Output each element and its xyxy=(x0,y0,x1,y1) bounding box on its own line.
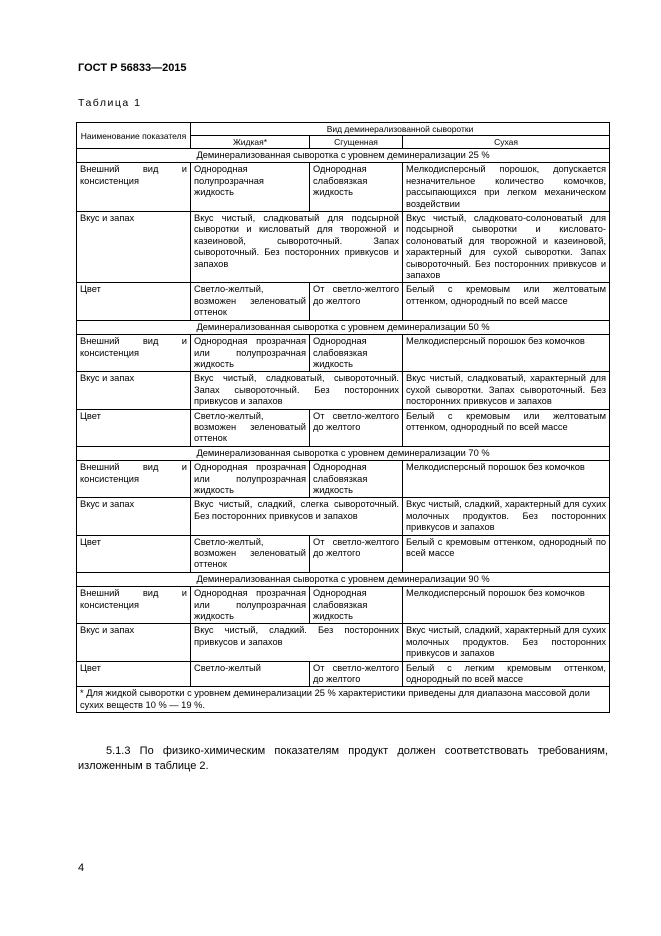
condensed-cell: От светло-желтого до желтого xyxy=(310,535,403,572)
section-title: Деминерализованная сыворотка с уровнем деминерализации 25 % xyxy=(77,149,610,163)
table-row xyxy=(77,498,610,535)
condensed-cell: От светло-желтого до желтого xyxy=(310,283,403,320)
table-row xyxy=(77,283,610,320)
header-condensed: Сгущенная xyxy=(310,136,403,149)
table-row xyxy=(77,535,610,572)
section-title: Деминерализованная сыворотка с уровнем деминерализации 70 % xyxy=(77,446,610,460)
header-dry: Сухая xyxy=(403,136,610,149)
indicator-name: Цвет xyxy=(77,661,191,687)
indicator-name: Вкус и запах xyxy=(77,212,191,283)
condensed-cell: Однородная слабовязкая жидкость xyxy=(310,163,403,212)
liquid-cell: Однородная прозрачная или полупрозрачная жидкость xyxy=(191,461,310,498)
indicator-name: Цвет xyxy=(77,409,191,446)
footnote-row xyxy=(77,687,610,713)
dry-cell: Мелкодисперсный порошок без комочков xyxy=(403,461,610,498)
indicator-name: Вкус и запах xyxy=(77,372,191,409)
indicator-name: Вкус и запах xyxy=(77,498,191,535)
dry-cell: Вкус чистый, сладковато-солоноватый для подсырной сыворотки и кисловато-солоноватый для творожной и казеиновой, характерный для сухой сыворотки. Запах сывороточный. Без посторонних привкусов и запахов xyxy=(403,212,610,283)
section-title: Деминерализованная сыворотка с уровнем деминерализации 90 % xyxy=(77,572,610,586)
dry-cell: Белый с кремовым или желтоватым оттенком, однородный по всей массе xyxy=(403,409,610,446)
table-row xyxy=(77,587,610,624)
table-footnote: * Для жидкой сыворотки с уровнем деминерализации 25 % характеристики приведены для диапазона массовой доли сухих веществ 10 % — 19 %. xyxy=(77,687,610,713)
liquid-cell: Однородная полупрозрачная жидкость xyxy=(191,163,310,212)
indicator-name: Цвет xyxy=(77,283,191,320)
section-row xyxy=(77,149,610,163)
indicator-name: Внешний вид и консистенция xyxy=(77,461,191,498)
liquid-condensed-cell: Вкус чистый, сладкий, слегка сывороточный. Без посторонних привкусов и запахов xyxy=(191,498,403,535)
liquid-cell: Светло-желтый, возможен зеленоватый оттенок xyxy=(191,283,310,320)
liquid-cell: Однородная прозрачная или полупрозрачная жидкость xyxy=(191,335,310,372)
table-row xyxy=(77,212,610,283)
dry-cell: Мелкодисперсный порошок без комочков xyxy=(403,587,610,624)
document-code: ГОСТ Р 56833—2015 xyxy=(78,62,187,74)
table-row xyxy=(77,624,610,661)
dry-cell: Вкус чистый, сладкий, характерный для сухих молочных продуктов. Без посторонних привкусов и запахов xyxy=(403,498,610,535)
table-row xyxy=(77,461,610,498)
characteristics-table xyxy=(76,122,610,713)
condensed-cell: От светло-желтого до желтого xyxy=(310,409,403,446)
table-header-row xyxy=(77,123,610,136)
indicator-name: Внешний вид и консистенция xyxy=(77,335,191,372)
liquid-cell: Светло-желтый, возможен зеленоватый оттенок xyxy=(191,535,310,572)
condensed-cell: Однородная слабовязкая жидкость xyxy=(310,587,403,624)
liquid-cell: Светло-желтый, возможен зеленоватый оттенок xyxy=(191,409,310,446)
header-whey-type: Вид деминерализованной сыворотки xyxy=(191,123,610,136)
header-liquid: Жидкая* xyxy=(191,136,310,149)
section-row xyxy=(77,320,610,334)
indicator-name: Внешний вид и консистенция xyxy=(77,163,191,212)
dry-cell: Белый с кремовым или желтоватым оттенком, однородный по всей массе xyxy=(403,283,610,320)
liquid-cell: Однородная прозрачная или полупрозрачная жидкость xyxy=(191,587,310,624)
dry-cell: Белый с легким кремовым оттенком, однородный по всей массе xyxy=(403,661,610,687)
condensed-cell: От светло-желтого до желтого xyxy=(310,661,403,687)
dry-cell: Мелкодисперсный порошок без комочков xyxy=(403,335,610,372)
indicator-name: Вкус и запах xyxy=(77,624,191,661)
section-title: Деминерализованная сыворотка с уровнем деминерализации 50 % xyxy=(77,320,610,334)
dry-cell: Вкус чистый, сладкий, характерный для сухих молочных продуктов. Без посторонних привкусов и запахов xyxy=(403,624,610,661)
table-row xyxy=(77,409,610,446)
dry-cell: Белый с кремовым оттенком, однородный по всей массе xyxy=(403,535,610,572)
condensed-cell: Однородная слабовязкая жидкость xyxy=(310,461,403,498)
liquid-cell: Светло-желтый xyxy=(191,661,310,687)
section-row xyxy=(77,446,610,460)
dry-cell: Мелкодисперсный порошок, допускается незначительное количество комочков, рассыпающихся при легком механическом воздействии xyxy=(403,163,610,212)
clause-5-1-3: 5.1.3 По физико-химическим показателям продукт должен соответствовать требованиям, изложенным в таблице 2. xyxy=(78,745,608,772)
section-row xyxy=(77,572,610,586)
condensed-cell: Однородная слабовязкая жидкость xyxy=(310,335,403,372)
table-row xyxy=(77,661,610,687)
table-row xyxy=(77,372,610,409)
indicator-name: Цвет xyxy=(77,535,191,572)
table-row xyxy=(77,335,610,372)
page-number: 4 xyxy=(78,862,85,874)
liquid-condensed-cell: Вкус чистый, сладковатый для подсырной сыворотки и кисловатый для творожной и казеиновой, сывороточный. Запах сывороточный. Без посторонних привкусов и запахов xyxy=(191,212,403,283)
header-indicator-name: Наименование показателя xyxy=(77,123,191,149)
table-caption: Таблица 1 xyxy=(78,97,142,109)
table-row xyxy=(77,163,610,212)
liquid-condensed-cell: Вкус чистый, сладкий. Без посторонних привкусов и запахов xyxy=(191,624,403,661)
indicator-name: Внешний вид и консистенция xyxy=(77,587,191,624)
dry-cell: Вкус чистый, сладковатый, характерный для сухой сыворотки. Запах сывороточный. Без посторонних привкусов и запахов xyxy=(403,372,610,409)
liquid-condensed-cell: Вкус чистый, сладковатый, сывороточный. Запах сывороточный. Без посторонних привкусов и запахов xyxy=(191,372,403,409)
